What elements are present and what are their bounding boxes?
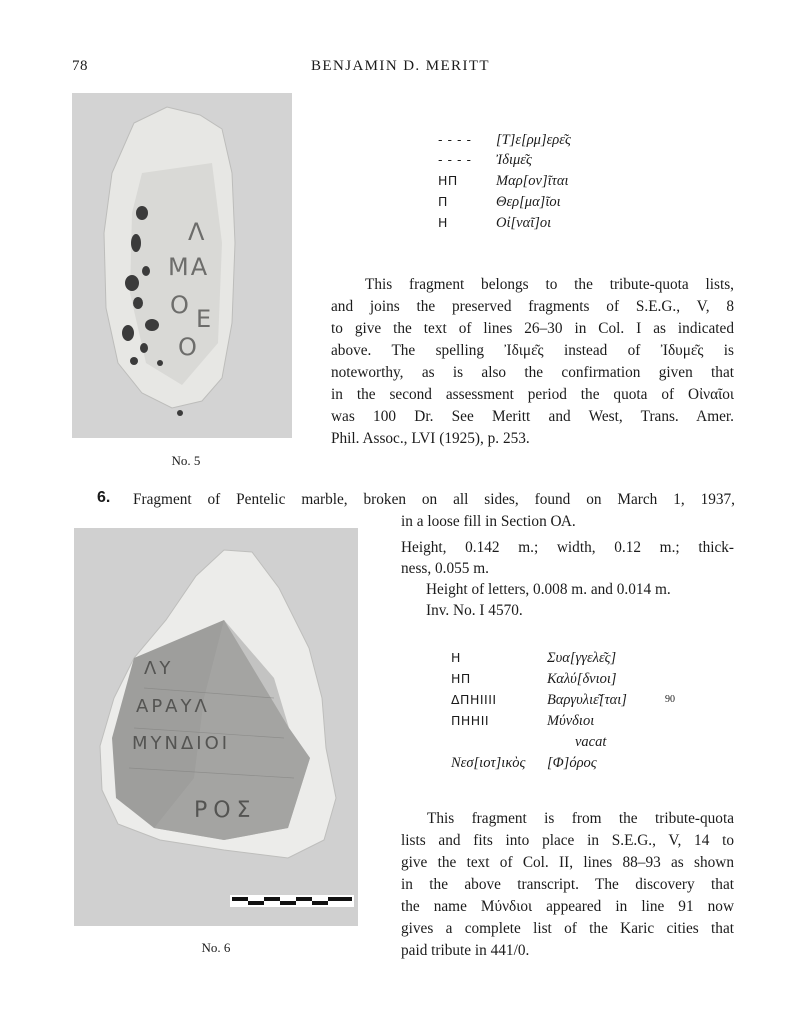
- running-title: BENJAMIN D. MERITT: [311, 58, 490, 74]
- paragraph-line: the name Μύνδιοι appeared in line 91 now: [401, 898, 734, 915]
- fragment-6-letter: ΜΥΝΔΙΟΙ: [132, 733, 231, 754]
- paragraph-line: noteworthy, as is also the confirmation given that: [331, 364, 734, 381]
- heading-word: Νεσ[ιοτ]ικὸς: [451, 755, 526, 771]
- figure-caption: No. 5: [171, 453, 201, 468]
- paragraph-line: paid tribute in 441/0.: [401, 942, 530, 959]
- paragraph-line: above. The spelling Ἰδιμε͂ς instead of Ἰδυμε͂ς is: [331, 342, 734, 359]
- ethnic-name: Μύνδιοι: [547, 713, 595, 729]
- page-number: 78: [72, 58, 88, 74]
- fragment-5-photograph: [72, 93, 292, 438]
- entry-description: Fragment of Pentelic marble, broken on all sides, found on March 1, 1937,: [133, 491, 735, 508]
- numeral: Π: [438, 194, 448, 209]
- fragment-6-letter: ΛΥ: [144, 658, 174, 679]
- numeral: ΠΗΗΙΙ: [451, 713, 490, 728]
- ethnic-name: Οἰ[ναῖ]οι: [496, 215, 552, 231]
- fragment-5-letter: Ε: [196, 305, 212, 333]
- paragraph-line: to give the text of lines 26–30 in Col. I as indicated: [331, 320, 734, 337]
- line-number: 90: [665, 694, 675, 705]
- paragraph-line: lists and fits into place in S.E.G., V, 14 to: [401, 832, 734, 849]
- fragment-6-letter: ΡΟΣ: [194, 798, 257, 823]
- ethnic-name: Μαρ[ον]ῖται: [496, 173, 569, 189]
- fragment-6-transcript: [451, 648, 691, 778]
- paragraph-line: Phil. Assoc., LVI (1925), p. 253.: [331, 430, 530, 447]
- fragment-5-letter: ΜΑ: [168, 253, 210, 281]
- numeral: Η: [451, 650, 461, 665]
- paragraph-line: was 100 Dr. See Meritt and West, Trans. Amer.: [331, 408, 734, 425]
- fragment-6-photograph: [74, 528, 358, 926]
- fragment-6-commentary: [401, 808, 734, 962]
- figure-caption: No. 6: [201, 940, 231, 955]
- paragraph-line: and joins the preserved fragments of S.E.G., V, 8: [331, 298, 734, 315]
- numeral: ΗΠ: [438, 173, 458, 188]
- numeral: Η: [438, 215, 448, 230]
- ethnic-name: Συα[γγελε͂ς]: [547, 650, 617, 666]
- paragraph-line: gives a complete list of the Karic cities that: [401, 920, 734, 937]
- dimensions: Height, 0.142 m.; width, 0.12 m.; thick-: [401, 539, 734, 556]
- entry-description: in a loose fill in Section ΟΑ.: [401, 513, 576, 530]
- ethnic-name: Καλύ[δνιοι]: [547, 671, 617, 687]
- paragraph-line: This fragment belongs to the tribute-quota lists,: [365, 276, 734, 293]
- paragraph-line: in the above transcript. The discovery that: [401, 876, 734, 893]
- paragraph-line: in the second assessment period the quota of Οἰναῖοι: [331, 386, 734, 403]
- heading-word: [Φ]όρος: [547, 755, 597, 771]
- letter-height: Height of letters, 0.008 m. and 0.014 m.: [426, 581, 671, 598]
- fragment-5-letter: Λ: [188, 218, 205, 246]
- fragment-5-transcript: [438, 130, 638, 235]
- numeral: ΗΠ: [451, 671, 471, 686]
- vacat-note: vacat: [575, 734, 607, 750]
- fragment-5-commentary: [331, 274, 734, 450]
- paragraph-line: This fragment is from the tribute-quota: [427, 810, 734, 827]
- numeral: - - - -: [438, 132, 472, 147]
- numeral: ΔΠΗΙΙΙΙ: [451, 692, 497, 707]
- inventory-number: Inv. No. I 4570.: [426, 602, 523, 619]
- fragment-6-letter: ΑΡΑΥΛ: [136, 696, 210, 717]
- ethnic-name: Ἰδιμε͂ς: [496, 152, 532, 168]
- fragment-5-letter: Ο: [170, 291, 189, 319]
- entry-number: 6.: [97, 489, 111, 506]
- dimensions: ness, 0.055 m.: [401, 560, 489, 577]
- fragment-5-letter: Ο: [178, 333, 197, 361]
- numeral: - - - -: [438, 152, 472, 167]
- ethnic-name: Θερ[μα]ῖοι: [496, 194, 561, 210]
- ethnic-name: [Τ]ε[ρμ]ερε͂ς: [496, 132, 571, 148]
- paragraph-line: give the text of Col. II, lines 88–93 as shown: [401, 854, 734, 871]
- ethnic-name: Βαργυλιε͂[ται]: [547, 692, 627, 708]
